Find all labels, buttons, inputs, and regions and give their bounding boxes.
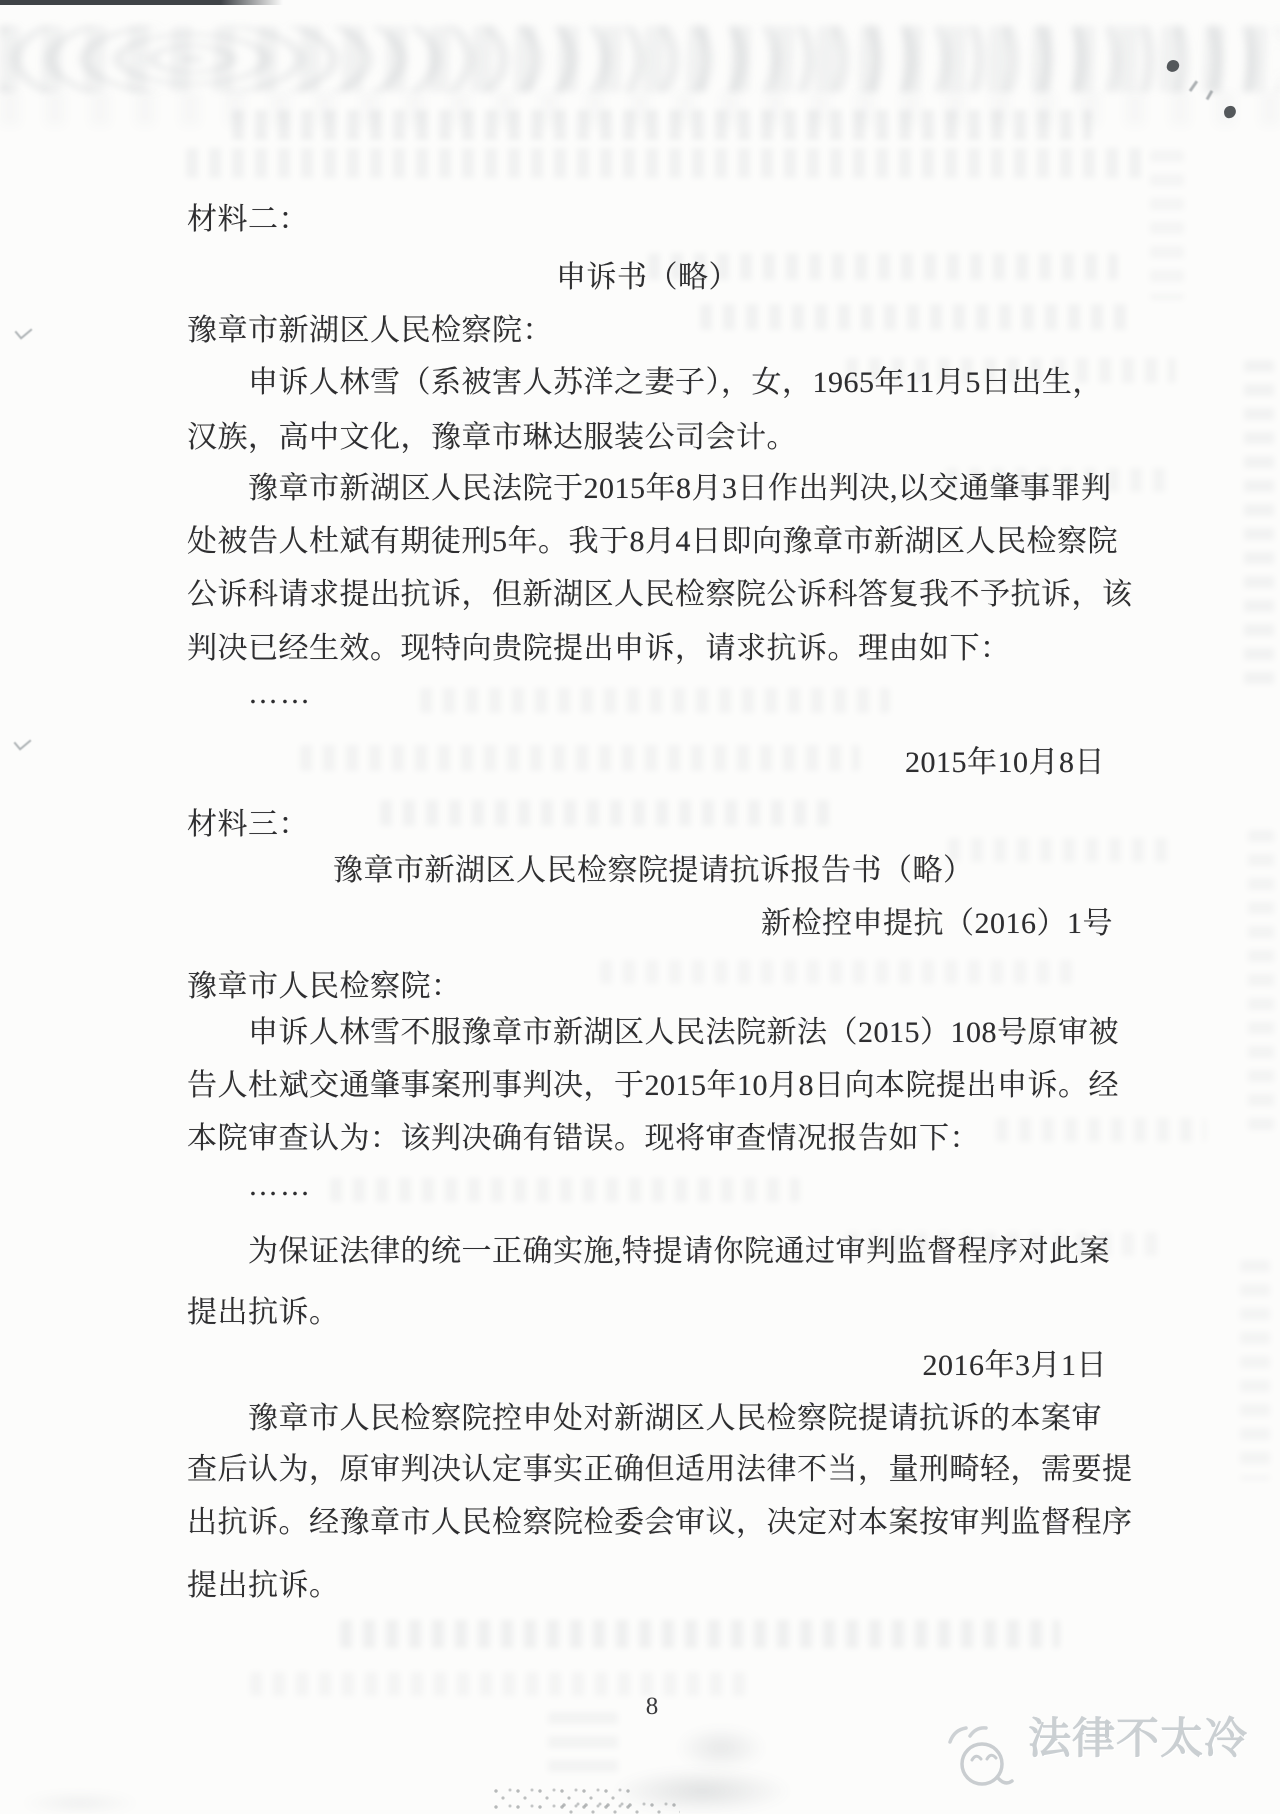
doc-line: 申诉人林雪不服豫章市新湖区人民法院新法（2015）108号原审被: [248, 1016, 1119, 1049]
doc-line: 豫章市人民检察院控申处对新湖区人民检察院提请抗诉的本案审: [248, 1402, 1102, 1435]
bleedthrough-ghost-text: [300, 745, 860, 771]
doc-line: 提出抗诉。: [187, 1569, 340, 1602]
watermark-text: 法律不太冷: [1028, 1715, 1248, 1763]
doc-line: 出抗诉。经豫章市人民检察院检委会审议，决定对本案按审判监督程序: [187, 1506, 1133, 1539]
salutation-line: 豫章市新湖区人民检察院：: [187, 314, 553, 347]
material-2-heading: 材料二：: [187, 203, 309, 236]
wechat-smiley-face-icon: [944, 1720, 1024, 1792]
scan-bottom-smudge: [548, 1712, 618, 1776]
bleedthrough-ghost-text: [340, 1620, 1060, 1648]
date-line: 2016年3月1日: [922, 1349, 1107, 1382]
material-2-title: 申诉书（略）: [556, 261, 739, 294]
bleedthrough-ghost-text: [330, 1178, 800, 1202]
bleedthrough-ghost-text: [380, 800, 830, 826]
doc-line: 本院审查认为：该判决确有错误。现将审查情况报告如下：: [187, 1122, 980, 1155]
doc-line: 告人杜斌交通肇事案刑事判决，于2015年10月8日向本院提出申诉。经: [187, 1069, 1119, 1102]
margin-pencil-tick: [15, 322, 33, 339]
doc-line: 处被告人杜斌有期徒刑5年。我于8月4日即向豫章市新湖区人民检察院: [187, 525, 1118, 558]
bleedthrough-ghost-text: [700, 304, 1130, 330]
bleedthrough-ghost-text: [420, 688, 890, 713]
doc-line: 判决已经生效。现特向贵院提出申诉，请求抗诉。理由如下：: [187, 632, 1011, 665]
page-number: 8: [645, 1693, 659, 1720]
bleedthrough-ghost-column: [1248, 830, 1274, 1130]
watermark: [944, 1712, 1264, 1796]
material-3-heading: 材料三：: [187, 808, 309, 841]
doc-line: 提出抗诉。: [187, 1296, 340, 1329]
doc-line: 豫章市新湖区人民法院于2015年8月3日作出判决,以交通肇事罪判: [248, 472, 1112, 505]
bleedthrough-ghost-text: [232, 110, 1092, 140]
bleedthrough-ghost-text: [186, 148, 1150, 178]
bleedthrough-ghost-text: [250, 1672, 750, 1696]
ellipsis-line: ……: [248, 677, 312, 710]
salutation-line: 豫章市人民检察院：: [187, 970, 462, 1003]
scan-bottom-smudge: [20, 1792, 140, 1814]
bleedthrough-ghost-column: [1244, 360, 1274, 690]
ellipsis-line: ……: [248, 1169, 312, 1202]
material-3-title: 豫章市新湖区人民检察院提请抗诉报告书（略）: [333, 854, 974, 887]
scan-artifact-top-edge-line: [0, 0, 283, 5]
bleedthrough-ghost-text: [948, 838, 1178, 862]
bleedthrough-ghost-column: [1240, 1260, 1270, 1480]
doc-line: 汉族，高中文化，豫章市琳达服装公司会计。: [187, 421, 797, 454]
margin-pencil-tick: [14, 733, 32, 750]
doc-line: 为保证法律的统一正确实施,特提请你院通过审判监督程序对此案: [248, 1235, 1110, 1268]
document-number-line: 新检控申提抗（2016）1号: [761, 907, 1113, 940]
scan-bottom-smudge: [612, 1768, 792, 1814]
scan-bottom-smudge: [676, 1726, 766, 1770]
bleedthrough-ghost-text: [600, 960, 1080, 984]
bleedthrough-ghost-text: [996, 1118, 1206, 1142]
scan-artifact-top-band: [0, 26, 1280, 92]
doc-line: 查后认为，原审判决认定事实正确但适用法律不当，量刑畸轻，需要提: [187, 1453, 1133, 1486]
doc-line: 申诉人林雪（系被害人苏洋之妻子），女，1965年11月5日出生，: [248, 366, 1103, 399]
doc-line: 公诉科请求提出抗诉，但新湖区人民检察院公诉科答复我不予抗诉，该: [187, 578, 1133, 611]
bleedthrough-ghost-column: [1150, 150, 1184, 300]
date-line: 2015年10月8日: [905, 746, 1105, 779]
